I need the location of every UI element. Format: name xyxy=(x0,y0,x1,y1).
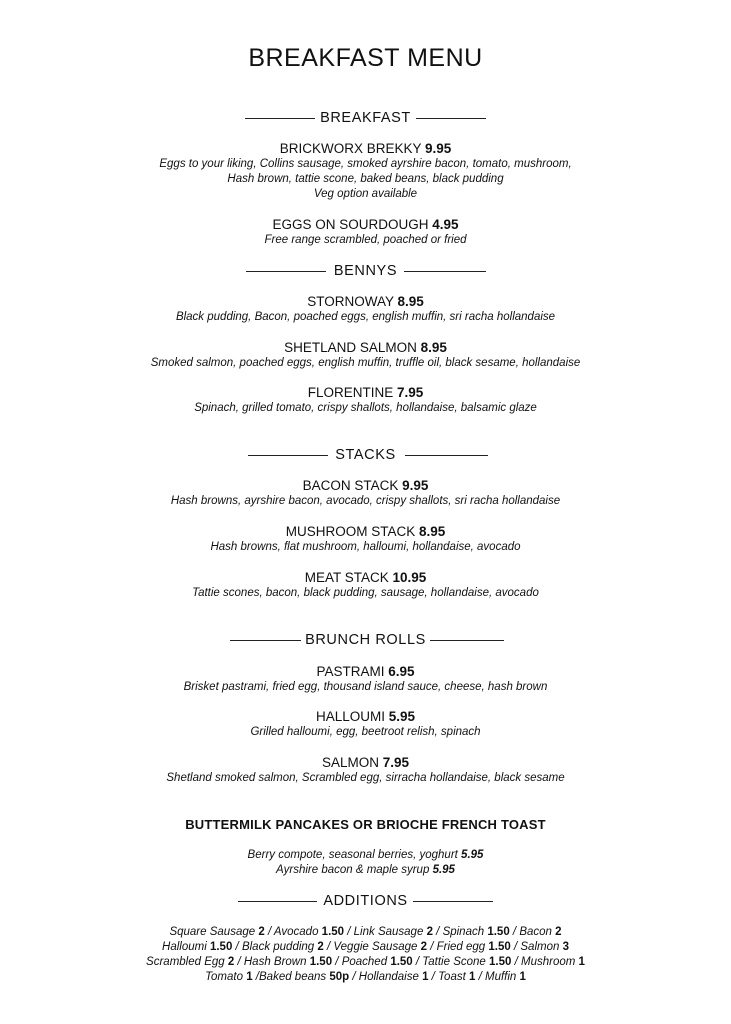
addition-price: 2 xyxy=(555,926,562,938)
addition-name: Salmon xyxy=(520,941,560,953)
item-name: MEAT STACK xyxy=(304,570,389,585)
addition-name: Bacon xyxy=(519,926,552,938)
addition-price: 1.50 xyxy=(489,956,512,968)
item-description-line: Eggs to your liking, Collins sausage, smoked ayrshire bacon, tomato, mushroom, xyxy=(159,158,572,170)
menu-item-mushroom-stack xyxy=(0,523,731,555)
addition-price: 1 xyxy=(519,971,526,983)
section-header-additions xyxy=(0,891,731,911)
option-text: Ayrshire bacon & maple syrup xyxy=(276,864,430,876)
item-description-line: Spinach, grilled tomato, crispy shallots, hollandaise, balsamic glaze xyxy=(194,402,537,414)
addition-name: Square Sausage xyxy=(169,926,256,938)
item-description-line: Hash brown, tattie scone, baked beans, black pudding xyxy=(227,173,504,185)
addition-price: 2 xyxy=(317,941,324,953)
addition-price: 1.50 xyxy=(487,926,510,938)
menu-item-stornoway xyxy=(0,293,731,325)
addition-price: 2 xyxy=(258,926,265,938)
item-name: PASTRAMI xyxy=(316,664,385,679)
item-description-line: Hash browns, flat mushroom, halloumi, hollandaise, avocado xyxy=(210,541,521,553)
addition-price: 1 xyxy=(422,971,429,983)
menu-item-shetland-salmon xyxy=(0,339,731,371)
addition-price: 1.50 xyxy=(488,941,511,953)
divider-line-right xyxy=(413,901,493,902)
option-price: 5.95 xyxy=(461,849,484,861)
addition-price: 3 xyxy=(562,941,569,953)
addition-name: Baked beans xyxy=(259,971,327,983)
option-text: Berry compote, seasonal berries, yoghurt xyxy=(247,849,458,861)
addition-price: 1 xyxy=(246,971,253,983)
item-description-line: Hash browns, ayrshire bacon, avocado, crispy shallots, sri racha hollandaise xyxy=(170,495,561,507)
pancakes-options xyxy=(0,848,731,878)
addition-name: Muffin xyxy=(485,971,517,983)
addition-price: 1.50 xyxy=(309,956,333,968)
section-label: STACKS xyxy=(335,447,396,463)
additions-line: Square Sausage 2 / Avocado 1.50 / Link Sausage 2 / Spinach 1.50 / Bacon 2 xyxy=(169,926,562,938)
item-description-line: Grilled halloumi, egg, beetroot relish, spinach xyxy=(250,726,481,738)
addition-name: Poached xyxy=(341,956,388,968)
pancake-option xyxy=(0,848,731,863)
additions-line: Halloumi 1.50 / Black pudding 2 / Veggie Sausage 2 / Fried egg 1.50 / Salmon 3 xyxy=(162,941,569,953)
item-price: 9.95 xyxy=(402,478,429,493)
item-name: STORNOWAY xyxy=(307,294,394,309)
addition-name: Toast xyxy=(438,971,466,983)
addition-price: 1 xyxy=(469,971,476,983)
section-header-breakfast xyxy=(0,108,731,128)
addition-name: Tattie Scone xyxy=(422,956,486,968)
addition-name: Veggie Sausage xyxy=(333,941,418,953)
section-label: BREAKFAST xyxy=(320,110,411,126)
addition-name: Hollandaise xyxy=(358,971,419,983)
item-name: BACON STACK xyxy=(302,478,399,493)
menu-item-salmon xyxy=(0,754,731,786)
additions-line: Tomato 1 /Baked beans 50p / Hollandaise 1 / Toast 1 / Muffin 1 xyxy=(205,971,526,983)
addition-price: 1.50 xyxy=(209,941,233,953)
divider-line-right xyxy=(404,271,486,272)
item-name: MUSHROOM STACK xyxy=(285,524,416,539)
addition-price: 2 xyxy=(420,941,427,953)
addition-name: Spinach xyxy=(442,926,485,938)
item-description-line: Free range scrambled, poached or fried xyxy=(264,234,467,246)
menu-item-eggs-on-sourdough xyxy=(0,216,731,248)
pancakes-heading: BUTTERMILK PANCAKES OR BRIOCHE FRENCH TOAST xyxy=(185,817,546,832)
item-price: 8.95 xyxy=(397,294,424,309)
page-title: BREAKFAST MENU xyxy=(248,44,483,72)
addition-name: Link Sausage xyxy=(353,926,424,938)
item-description-line: Smoked salmon, poached eggs, english muffin, truffle oil, black sesame, hollandaise xyxy=(150,357,581,369)
item-name: SHETLAND SALMON xyxy=(284,340,417,355)
addition-name: Black pudding xyxy=(241,941,315,953)
section-header-bennys xyxy=(0,261,731,281)
addition-name: Scrambled Egg xyxy=(146,956,225,968)
item-description-line: Brisket pastrami, fried egg, thousand island sauce, cheese, hash brown xyxy=(183,681,548,693)
section-label: BRUNCH ROLLS xyxy=(305,632,426,648)
addition-name: Fried egg xyxy=(436,941,486,953)
addition-name: Hash Brown xyxy=(243,956,307,968)
item-price: 7.95 xyxy=(397,385,424,400)
menu-item-bacon-stack xyxy=(0,477,731,509)
item-price: 7.95 xyxy=(382,755,410,770)
item-price: 5.95 xyxy=(388,709,416,724)
item-description-line: Veg option available xyxy=(313,188,418,200)
pancakes-section xyxy=(0,816,731,834)
section-label: BENNYS xyxy=(333,263,398,279)
menu-item-halloumi xyxy=(0,708,731,740)
menu-item-meat-stack xyxy=(0,569,731,601)
menu-item-brickworx-brekky xyxy=(0,140,731,202)
item-price: 4.95 xyxy=(432,217,459,232)
addition-name: Halloumi xyxy=(162,941,207,953)
addition-name: Mushroom xyxy=(521,956,576,968)
item-description-line: Tattie scones, bacon, black pudding, sausage, hollandaise, avocado xyxy=(192,587,539,599)
addition-price: 2 xyxy=(426,926,433,938)
item-price: 8.95 xyxy=(420,340,447,355)
item-name: HALLOUMI xyxy=(315,709,385,724)
divider-line-right xyxy=(416,118,486,119)
additions-line: Scrambled Egg 2 / Hash Brown 1.50 / Poached 1.50 / Tattie Scone 1.50 / Mushroom 1 xyxy=(146,956,585,968)
item-description-line: Shetland smoked salmon, Scrambled egg, sirracha hollandaise, black sesame xyxy=(166,772,565,784)
item-price: 9.95 xyxy=(425,141,452,156)
item-price: 10.95 xyxy=(392,570,427,585)
addition-price: 1 xyxy=(578,956,585,968)
item-name: FLORENTINE xyxy=(307,385,394,400)
addition-name: Tomato xyxy=(205,971,243,983)
section-header-stacks xyxy=(0,445,731,465)
section-header-brunch-rolls xyxy=(0,630,731,650)
additions-list xyxy=(0,925,731,985)
section-label: ADDITIONS xyxy=(323,893,408,909)
option-price: 5.95 xyxy=(432,864,455,876)
item-description-line: Black pudding, Bacon, poached eggs, english muffin, sri racha hollandaise xyxy=(175,311,556,323)
menu-item-florentine xyxy=(0,384,731,416)
divider-line-right xyxy=(430,640,504,641)
item-name: BRICKWORX BREKKY xyxy=(279,141,422,156)
addition-price: 1.50 xyxy=(390,956,413,968)
addition-price: 2 xyxy=(227,956,235,968)
addition-price: 1.50 xyxy=(321,926,345,938)
addition-name: Avocado xyxy=(273,926,319,938)
item-price: 8.95 xyxy=(419,524,446,539)
pancake-option xyxy=(0,863,731,878)
menu-item-pastrami xyxy=(0,663,731,695)
item-price: 6.95 xyxy=(388,664,415,679)
item-name: SALMON xyxy=(321,755,379,770)
item-name: EGGS ON SOURDOUGH xyxy=(272,217,429,232)
addition-price: 50p xyxy=(329,971,350,983)
divider-line-right xyxy=(405,455,488,456)
